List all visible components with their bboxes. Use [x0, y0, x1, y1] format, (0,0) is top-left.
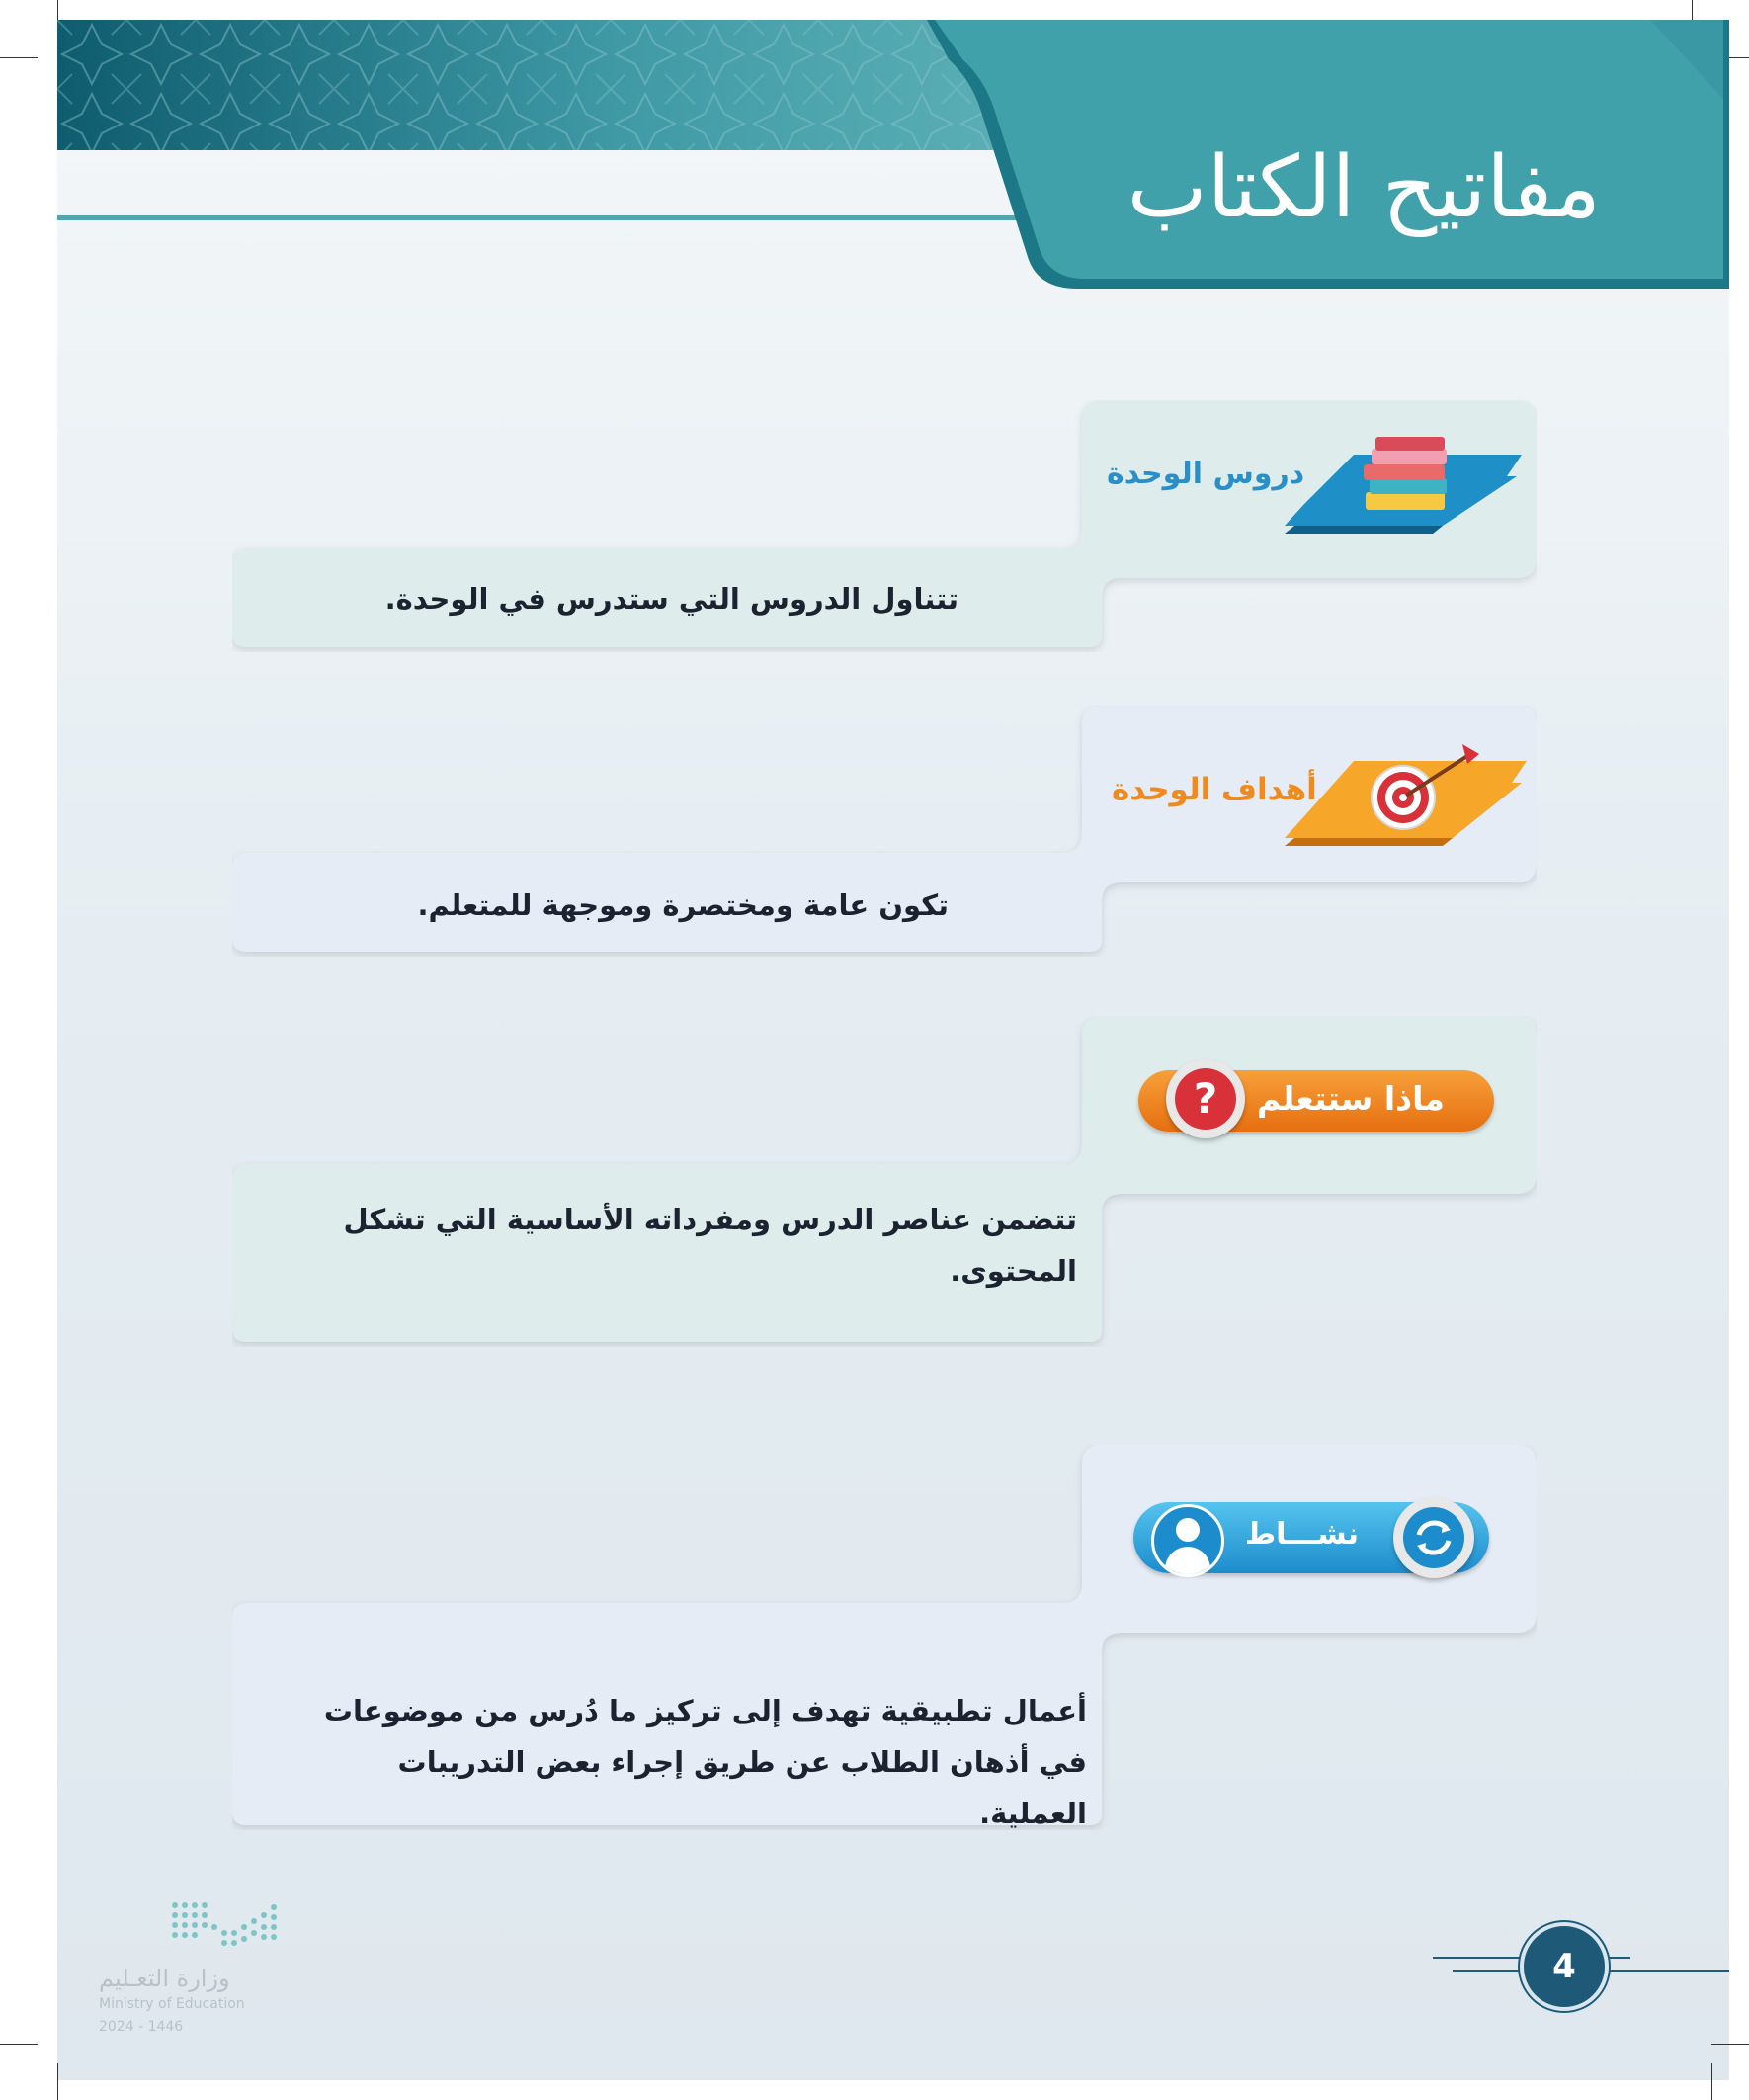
ministry-name-english: Ministry of Education [99, 1996, 245, 2012]
student-icon [1151, 1504, 1224, 1577]
section-label-goals: أهداف الوحدة [1112, 772, 1317, 807]
page-number: 4 [1520, 1922, 1609, 2011]
crop-mark [1711, 2044, 1749, 2045]
page-title: مفاتيح الكتاب [1126, 138, 1601, 237]
page-number-line-right-lower [1601, 1970, 1729, 1972]
ministry-name-arabic: وزارة التعـليم [99, 1965, 230, 1992]
section-text-goals: تكون عامة ومختصرة وموجهة للمتعلم. [417, 888, 949, 922]
islamic-pattern [57, 20, 996, 150]
section-label-lessons: دروس الوحدة [1107, 457, 1305, 491]
target-icon [1369, 736, 1497, 835]
refresh-arrows-icon [1393, 1497, 1474, 1578]
crop-mark [57, 2063, 58, 2100]
books-icon [1362, 433, 1460, 522]
question-mark: ? [1175, 1068, 1236, 1130]
ministry-year: 2024 - 1446 [99, 2019, 184, 2035]
refresh-icon [1393, 1497, 1474, 1578]
section-text-what-you-learn: تتضمن عناصر الدرس ومفرداته الأساسية التي تشكل المحتوى. [343, 1203, 1077, 1288]
crop-mark [0, 57, 38, 58]
section-label-activity: نشـــاط [1245, 1517, 1359, 1552]
ministry-logo-dots [94, 1897, 292, 1957]
header-underline [57, 215, 1026, 220]
section-label-what-you-learn: ماذا ستتعلم [1257, 1079, 1445, 1118]
section-card-what-you-learn [232, 1016, 1537, 1347]
section-text-lessons: تتناول الدروس التي ستدرس في الوحدة. [384, 582, 958, 616]
section-text-activity: أعمال تطبيقية تهدف إلى تركيز ما دُرس من موضوعات في أذهان الطلاب عن طريق إجراء بعض التدريبات العملية. [323, 1694, 1087, 1830]
header-pattern-band [57, 20, 996, 150]
crop-mark [1711, 2063, 1712, 2100]
crop-mark [0, 2044, 38, 2045]
page-number-line-left-lower [1453, 1970, 1527, 1972]
page-number-line-left [1433, 1957, 1527, 1959]
question-icon [1166, 1059, 1245, 1138]
